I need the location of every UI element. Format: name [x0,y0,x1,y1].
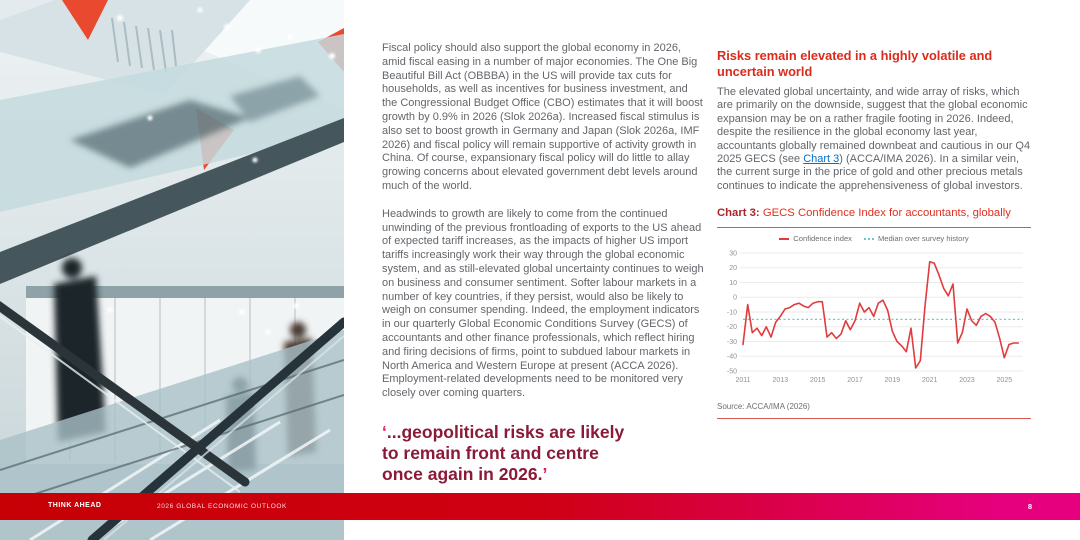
svg-text:-50: -50 [726,368,737,376]
confidence-line-swatch-icon [779,238,789,240]
chart-source: Source: ACCA/IMA (2026) [717,402,810,412]
footer-bar [0,493,1080,520]
svg-text:2023: 2023 [959,377,975,385]
chart-title: Chart 3: GECS Confidence Index for accountants, globally [717,207,1011,220]
svg-text:20: 20 [729,265,737,273]
svg-text:2017: 2017 [847,377,863,385]
quote-open-mark: ‘ [382,421,387,442]
left-text-column [382,42,704,485]
chart-3-link[interactable]: Chart 3 [803,153,840,166]
footer-doc-title: 2026 GLOBAL ECONOMIC OUTLOOK [157,502,287,510]
escalator-photo [0,0,344,540]
svg-text:-20: -20 [726,324,737,332]
quote-line: once again in 2026.’ [382,463,548,484]
svg-text:2021: 2021 [921,377,938,385]
svg-text:0: 0 [733,294,737,302]
paragraph-headwinds: Headwinds to growth are likely to come from the continued unwinding of the previous frontloading of exports to the US ahead of expected tariff increases, as the impacts of higher US import tariffs increasingly work their way through the global economic system, and as still-elevated global uncertainty continues to weigh on business and consumer sentiment. Softer labour markets in a number of key countries, if they persist, would also be likely to weigh on consumer spending. Indeed, the employment indicators in our quarterly Global Economic Conditions Survey (GECS) of accountants and other finance professionals, which reflect hiring and firing decisions of firms, point to subdued labour markets in North America and Western Europe at present (ACCA 2026). Employment-related developments need to be monitored very closely over coming quarters. [382,207,704,400]
chart-title-prefix: Chart 3: [717,207,760,220]
right-text-column [717,48,1031,425]
chart-3-block [717,206,1031,419]
svg-text:2015: 2015 [809,377,826,385]
legend-confidence-index: Confidence index [779,234,852,243]
paragraph-uncertainty: The elevated global uncertainty, and wide array of risks, which are primarily on the downside, suggest that the global economic expansion may be on a rather fragile footing in 2026. Indeed, despite the resilience in the global economy last year, accountants globally remained downbeat and cautious in our Q4 2025 GECS (see Chart 3) (ACCA/IMA 2026). In a similar vein, the current surge in the price of gold and other precious metals continues to indicate the apprehensiveness of global investors. [717,86,1031,192]
svg-text:30: 30 [729,250,737,258]
escalator-photo-illustration [0,0,344,540]
svg-text:2011: 2011 [735,377,751,385]
pull-quote [382,422,704,485]
svg-text:-30: -30 [726,339,737,347]
svg-text:-10: -10 [726,309,737,317]
svg-text:10: 10 [729,280,737,288]
svg-text:2013: 2013 [772,377,789,385]
chart-title-rule [717,227,1031,228]
gecs-chart-canvas [717,245,1031,395]
paragraph-fiscal-policy: Fiscal policy should also support the global economy in 2026, amid fiscal easing in a number of major economies. The One Big Beautiful Bill Act (OBBBA) in the US will provide tax cuts for households, as well as incentives for business investment, and the Congressional Budget Office (CBO) estimates that it will boost growth by 0.9% in 2026 (Slok 2026a). Increased fiscal stimulus is also set to boost growth in Germany and Japan (Slok 2026a, IMF 2026) and fiscal policy will remain supportive of activity growth in China. Of course, expansionary fiscal policy will do little to allay growing concerns about elevated government debt levels around much of the world. [382,42,703,192]
svg-text:-40: -40 [726,353,737,361]
quote-line: ‘...geopolitical risks are likely [382,421,625,442]
quote-line: to remain front and centre [382,442,599,463]
legend-median: Median over survey history [864,234,969,243]
quote-close-mark: ’ [542,463,548,484]
chart-bottom-rule [717,418,1031,419]
svg-text:2019: 2019 [884,377,901,385]
svg-text:2025: 2025 [996,377,1013,385]
gecs-confidence-chart [717,245,1031,395]
think-ahead-logo: THINK AHEAD [48,502,102,509]
section-heading-risks: Risks remain elevated in a highly volatile and uncertain world [717,48,993,79]
chart-legend [717,234,1031,243]
page-number: 8 [1027,501,1032,511]
median-line-swatch-icon [864,238,874,240]
